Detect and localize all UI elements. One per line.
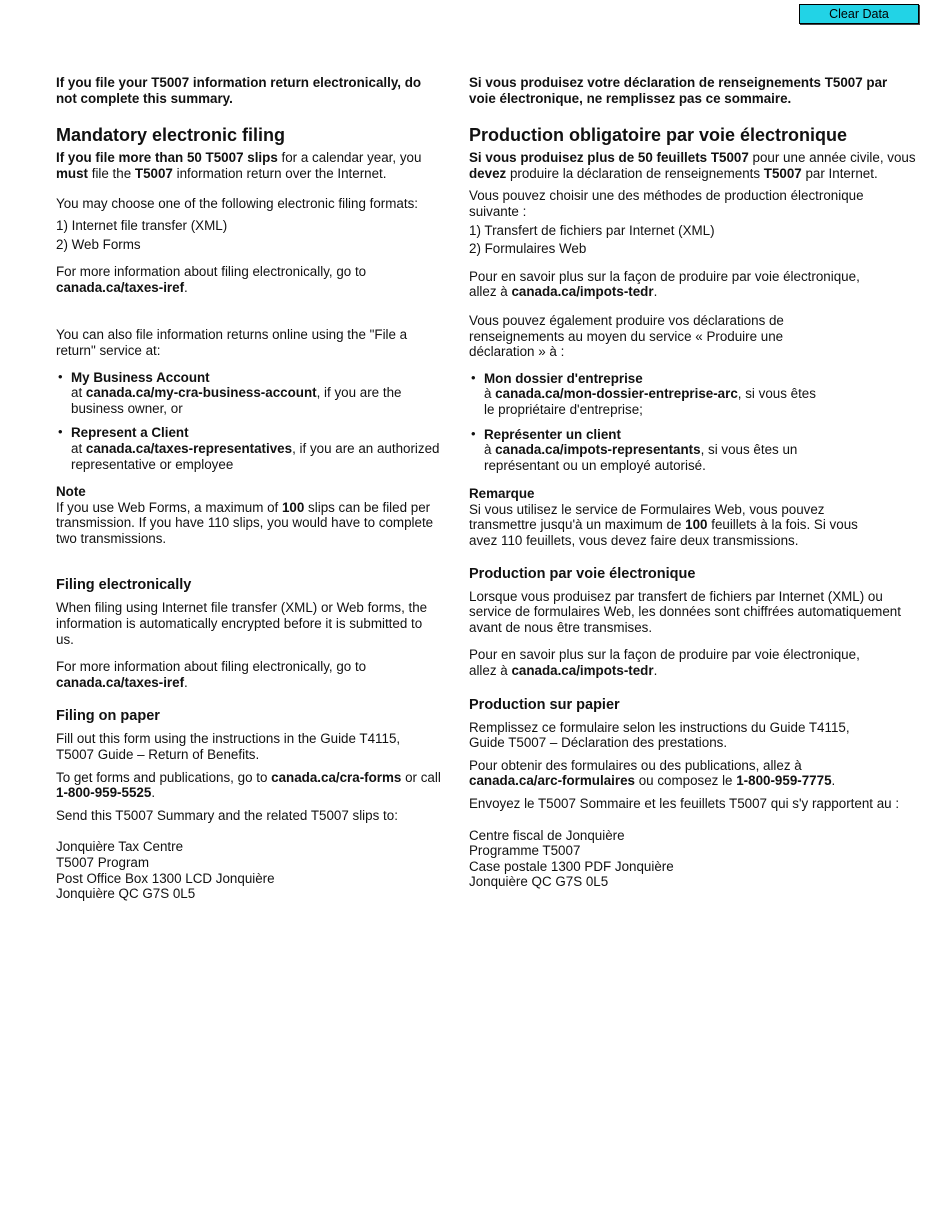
- format-item: 2) Formulaires Web: [469, 241, 587, 257]
- more-info-text: Pour en savoir plus sur la façon de produire par voie électronique, allez à canada.ca/impots-tedr.: [469, 647, 860, 679]
- filing-electronically-text: When filing using Internet file transfer (XML) or Web forms, the information is automatically encrypted before it is submitted to us.: [56, 600, 428, 647]
- more-info-text: Pour en savoir plus sur la façon de produire par voie électronique, allez à canada.ca/impots-tedr.: [469, 268, 860, 300]
- service-list: [56, 370, 441, 473]
- represent-client-link[interactable]: canada.ca/taxes-representatives: [85, 440, 293, 456]
- filing-paper-text: Remplissez ce formulaire selon les instructions du Guide T4115, Guide T5007 – Déclaration des prestations.: [469, 719, 850, 751]
- list-item: • Mon dossier d'entreprise à canada.ca/mon-dossier-entreprise-arc, si vous êtes le propriétaire d'entreprise;: [469, 371, 829, 418]
- filing-paper-text: Fill out this form using the instructions in the Guide T4115, T5007 Guide – Return of Benefits.: [56, 731, 401, 763]
- address-line: Post Office Box 1300 LCD Jonquière: [56, 870, 275, 886]
- format-item: 1) Internet file transfer (XML): [56, 217, 228, 233]
- my-business-account-link[interactable]: canada.ca/my-cra-business-account: [85, 385, 317, 401]
- mandatory-filing-heading: Production obligatoire par voie électronique: [469, 125, 848, 146]
- list-item: • Représenter un client à canada.ca/impots-representants, si vous êtes un représentant ou un employé autorisé.: [469, 427, 829, 474]
- mailing-address: [469, 828, 919, 890]
- forms-text: Pour obtenir des formulaires ou des publications, allez à canada.ca/arc-formulaires ou composez le 1-800-959-7775.: [469, 757, 836, 789]
- service-list: [469, 371, 829, 474]
- intro-text: If you file your T5007 information return electronically, do not complete this summary.: [56, 75, 422, 106]
- filing-electronically-heading: Filing electronically: [56, 577, 192, 594]
- note-heading: Note: [56, 484, 86, 500]
- format-item: 2) Web Forms: [56, 236, 141, 252]
- taxes-iref-link[interactable]: canada.ca/taxes-iref: [56, 279, 185, 295]
- mandatory-filing-heading: Mandatory electronic filing: [56, 125, 286, 146]
- english-column: [56, 75, 441, 902]
- representer-client-link[interactable]: canada.ca/impots-representants: [495, 442, 701, 458]
- cra-forms-link[interactable]: canada.ca/cra-forms: [271, 769, 402, 785]
- mon-dossier-link[interactable]: canada.ca/mon-dossier-entreprise-arc: [495, 386, 738, 402]
- note-text: If you use Web Forms, a maximum of 100 slips can be filed per transmission. If you have 110 slips, you would have to complete two transmissions.: [56, 499, 434, 546]
- french-column: [469, 75, 919, 890]
- online-intro: Vous pouvez également produire vos déclarations de renseignements au moyen du service « Produire une déclaration » à :: [469, 312, 784, 360]
- list-item: • My Business Account at canada.ca/my-cra-business-account, if you are the business owner, or: [56, 370, 441, 417]
- more-info-text: For more information about filing electronically, go to canada.ca/taxes-iref.: [56, 659, 367, 690]
- intro-text: Si vous produisez votre déclaration de renseignements T5007 par voie électronique, ne remplissez pas ce sommaire.: [469, 75, 888, 106]
- filing-paper-heading: Filing on paper: [56, 708, 160, 725]
- address-line: Centre fiscal de Jonquière: [469, 827, 625, 843]
- mandatory-filing-text: Si vous produisez plus de 50 feuillets T5007 pour une année civile, vous devez produire la déclaration de renseignements T5007 par Internet.: [469, 150, 916, 181]
- filing-electronically-text: Lorsque vous produisez par transfert de fichiers par Internet (XML) ou service de formulaires Web, les données sont chiffrées automatiquement avant de nous être transmises.: [469, 588, 901, 635]
- address-line: Jonquière QC G7S 0L5: [56, 886, 196, 902]
- formats-intro: You may choose one of the following electronic filing formats:: [56, 196, 418, 212]
- list-item: • Represent a Client at canada.ca/taxes-representatives, if you are an authorized representative or employee: [56, 425, 441, 472]
- impots-tedr-link[interactable]: canada.ca/impots-tedr: [511, 284, 654, 300]
- note-text: Si vous utilisez le service de Formulaires Web, vous pouvez transmettre jusqu'à un maximum de 100 feuillets à la fois. Si vous avez 110 feuillets, vous devez faire deux transmissions.: [469, 501, 858, 549]
- format-item: 1) Transfert de fichiers par Internet (XML): [469, 222, 715, 238]
- address-line: T5007 Program: [56, 855, 150, 870]
- taxes-iref-link[interactable]: canada.ca/taxes-iref: [56, 674, 185, 690]
- impots-tedr-link[interactable]: canada.ca/impots-tedr: [511, 663, 654, 679]
- address-line: Jonquière QC G7S 0L5: [469, 874, 609, 890]
- mandatory-filing-text: If you file more than 50 T5007 slips for a calendar year, you must file the T5007 information return over the Internet.: [56, 150, 422, 181]
- send-text: Send this T5007 Summary and the related T5007 slips to:: [56, 807, 398, 823]
- address-line: Jonquière Tax Centre: [56, 839, 184, 855]
- phone-number: 1-800-959-7775: [736, 773, 832, 789]
- note-heading: Remarque: [469, 486, 535, 502]
- forms-text: To get forms and publications, go to canada.ca/cra-forms or call 1-800-959-5525.: [56, 769, 441, 801]
- address-line: Programme T5007: [469, 843, 581, 859]
- arc-formulaires-link[interactable]: canada.ca/arc-formulaires: [469, 773, 635, 789]
- online-intro: You can also file information returns online using the "File a return" service at:: [56, 327, 408, 358]
- more-info-text: For more information about filing electronically, go to canada.ca/taxes-iref.: [56, 264, 367, 295]
- filing-paper-heading: Production sur papier: [469, 696, 620, 713]
- clear-data-button[interactable]: Clear Data: [799, 4, 919, 24]
- mailing-address: [56, 839, 441, 901]
- send-text: Envoyez le T5007 Sommaire et les feuillets T5007 qui s'y rapportent au :: [469, 796, 900, 811]
- address-line: Case postale 1300 PDF Jonquière: [469, 858, 674, 874]
- formats-intro: Vous pouvez choisir une des méthodes de production électronique suivante :: [469, 188, 864, 219]
- filing-electronically-heading: Production par voie électronique: [469, 565, 696, 582]
- phone-number: 1-800-959-5525: [56, 785, 152, 801]
